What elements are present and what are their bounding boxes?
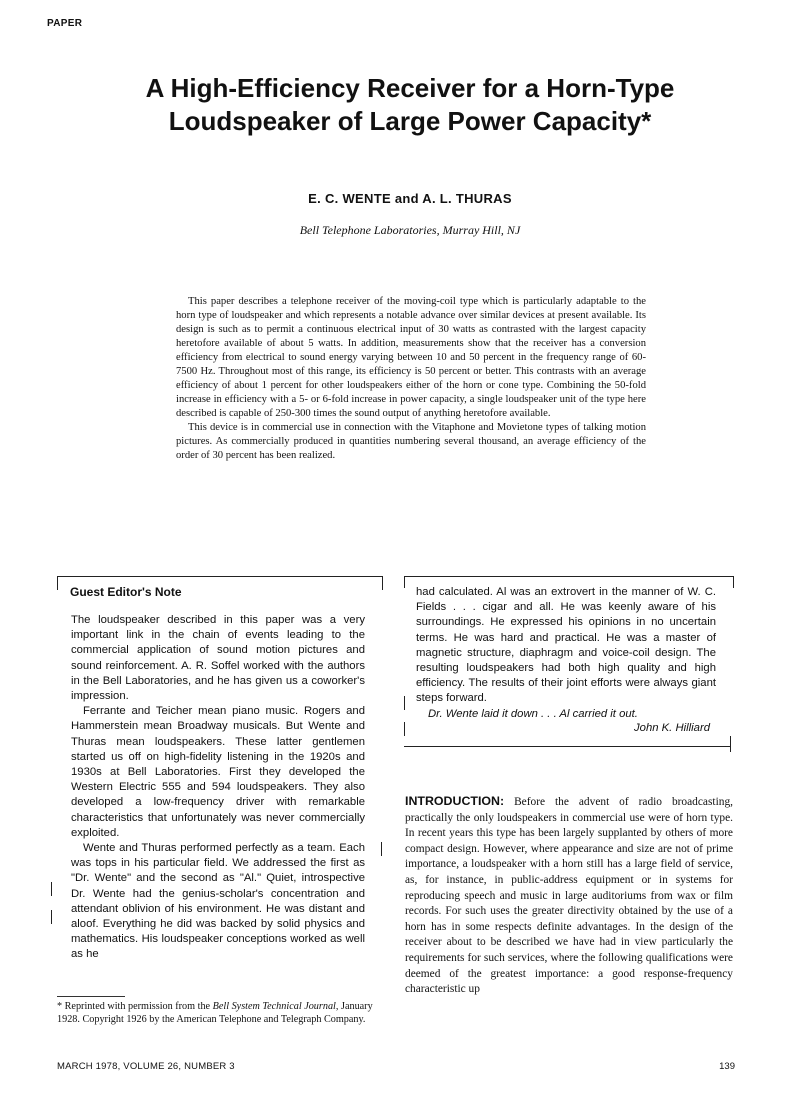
note-frame-right-corner (382, 576, 383, 590)
paper-title (60, 72, 760, 138)
footnote-text-a: * Reprinted with permission from the (57, 1001, 213, 1012)
note-quote: Dr. Wente laid it down . . . Al carried it out. (428, 707, 638, 720)
note-body-continued (416, 585, 716, 722)
note-signature: John K. Hilliard (634, 722, 710, 734)
page-number: 139 (719, 1061, 735, 1072)
guest-editor-note-box (57, 576, 386, 966)
note-paragraph-2: Ferrante and Teicher mean piano music. Rogers and Hammerstein mean Broadway musicals. But Wente and Thuras mean loudspeakers. These latter gentlemen started us off on high-fidelity listening in the 1920s and 1930s at Bell Laboratories. First they developed the Western Electric 555 and 594 loudspeakers. They also developed a low-frequency driver with remarkable characteristics that unfortunately was never commercially exploited. (71, 705, 365, 839)
note-body (71, 613, 365, 963)
footnote-rule (57, 996, 125, 997)
introduction-text: Before the advent of radio broadcasting, practically the only loudspeakers in commercial use were of horn type. In recent years this type has been largely supplanted by others of more compact design. However, where appearance and size are not of prime importance, a loudspeaker with a horn still has a large field of service, as, for instance, in public-address equipment or in systems for reproducing speech and music in large auditoriums from wax or film records. For such uses the greater directivity obtained by the use of a horn has in some respects definite advantages. In the design of the receiver about to be described we have had in view particularly the requirements for such services, where the following qualifications were deemed of the greatest importance: a good response-frequency characteristic up (405, 796, 733, 996)
note-frame-bottom-rule (404, 746, 730, 747)
margin-tick-mark (51, 910, 52, 924)
note-paragraph-3-continued: had calculated. Al was an extrovert in the manner of W. C. Fields . . . cigar and all. He was keenly aware of his surroundings. He expressed his opinions in no uncertain terms. He was hard and practical. He was a master of magnetic structure, diaphragm and voice-coil design. The resulting loudspeakers had both high quality and high efficiency. The results of their joint efforts were always giant steps forward. (416, 586, 716, 705)
abstract-paragraph-2: This device is in commercial use in connection with the Vitaphone and Movietone types of talking motion pictures. As commercially produced in quantities numbering several thousand, an average efficiency of the order of 30 percent has been realized. (176, 422, 646, 461)
note-frame-top-rule (57, 576, 383, 577)
abstract-paragraph-1: This paper describes a telephone receiver of the moving-coil type which is particularly adaptable to the horn type of loudspeaker and which represents a notable advance over similar devices at present available. Its design is such as to permit a continuous electrical input of 30 watts as contrasted with the largest capacity heretofore available of about 5 watts. In addition, measurements show that the receiver has a conversion efficiency from electrical to sound energy varying between 10 and 50 percent in the frequency range of 60-7500 Hz. Throughout most of this range, its efficiency is 50 percent or better. This contrasts with an average efficiency of about 1 percent for other loudspeakers either of the horn or cone type. Combining the 50-fold increase in efficiency with a 5- or 6-fold increase in power capacity, a single loudspeaker unit of the type here described is capable of 250-300 times the sound output of anything heretofore available. (176, 296, 646, 419)
note-paragraph-1: The loudspeaker described in this paper was a very important link in the chain of events leading to the commercial application of sound motion pictures and sound reinforcement. A. R. Soffel worked with the authors in the Bell Laboratories, and he has given us a coworker's impression. (71, 614, 365, 703)
authors: E. C. WENTE and A. L. THURAS (308, 191, 512, 206)
margin-tick-mark (404, 722, 405, 736)
guest-editor-note-continuation (404, 576, 736, 752)
margin-tick-mark (404, 696, 405, 710)
title-line-1: A High-Efficiency Receiver for a Horn-Type (145, 73, 675, 103)
introduction-heading: INTRODUCTION: (405, 794, 505, 808)
introduction-section (405, 794, 733, 998)
footnote (57, 1000, 375, 1027)
abstract (176, 295, 646, 463)
introduction-paragraph (405, 794, 733, 998)
margin-tick-mark (51, 882, 52, 896)
margin-tick-mark (381, 842, 382, 856)
note-paragraph-3: Wente and Thuras performed perfectly as a team. Each was tops in his particular field. We addressed the first as "Dr. Wente" and the second as "Al." Quiet, introspective Dr. Wente had the genius-scholar's concentration and attendant oblivion of his environment. He was distant and aloof. Everything he did was backed by solid physics and mathematics. His loudspeaker conceptions worked as well as he (71, 842, 365, 961)
footnote-journal: Bell System Technical Journal (212, 1001, 336, 1012)
note-frame-left-corner (57, 576, 58, 590)
note-frame-right-corner (730, 736, 731, 752)
note-heading: Guest Editor's Note (70, 585, 182, 599)
footnote-text-b: , January 1928. Copyright 1926 by the American Telephone and Telegraph Company. (57, 1001, 373, 1026)
note-frame-left-corner (404, 576, 405, 588)
note-frame-top-rule (404, 576, 734, 577)
section-label: PAPER (47, 18, 83, 29)
issue-info: MARCH 1978, VOLUME 26, NUMBER 3 (57, 1061, 235, 1072)
title-line-2: Loudspeaker of Large Power Capacity* (168, 106, 652, 136)
affiliation: Bell Telephone Laboratories, Murray Hill, NJ (299, 223, 521, 237)
note-frame-right-corner (733, 576, 734, 588)
